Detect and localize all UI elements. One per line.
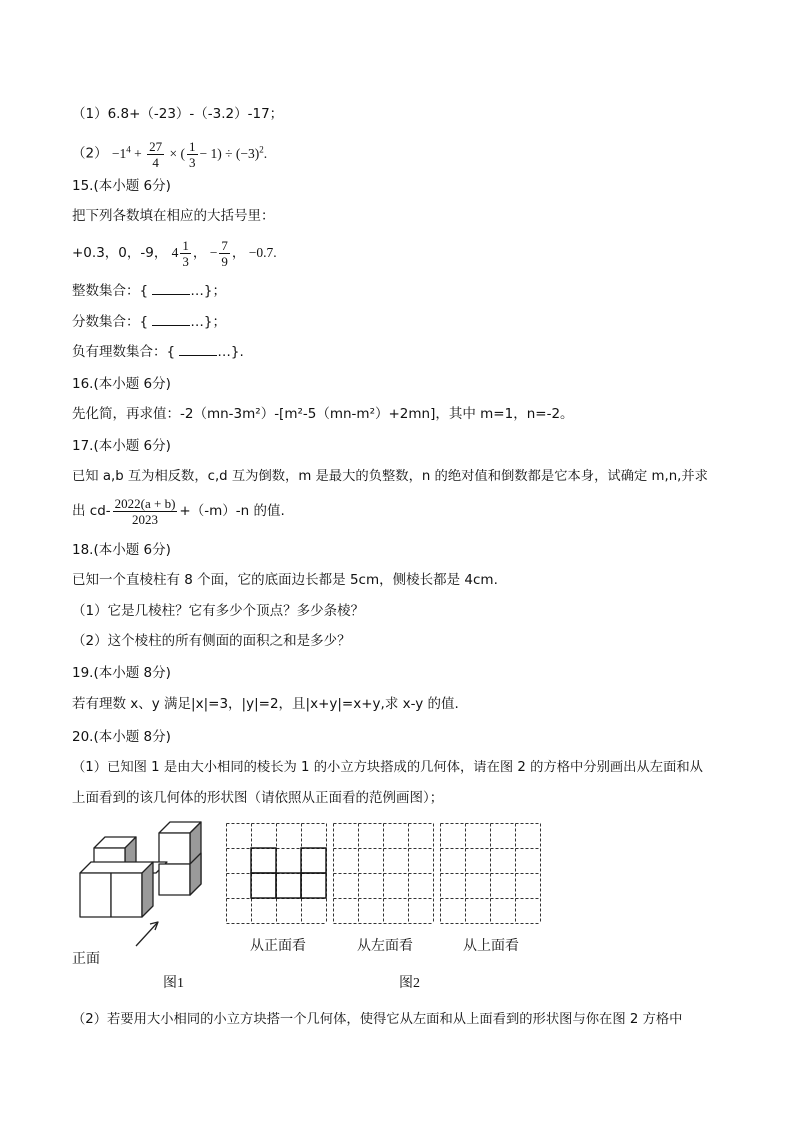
denominator: 2023 <box>132 511 159 527</box>
cube-front-face <box>159 864 190 895</box>
q14-part1 <box>72 104 283 124</box>
q17-line1: 已知 a,b 互为相反数，c,d 互为倒数，m 是最大的负整数，n 的绝对值和倒数都是它本身，试确定 m,n,并求 <box>72 469 708 484</box>
numerator: 1 <box>182 237 189 253</box>
text: +（-m）-n 的值. <box>179 503 285 519</box>
number-list: ， −0.7. <box>231 245 277 260</box>
answer-blank[interactable] <box>152 313 190 326</box>
figure1-cubes <box>70 820 220 960</box>
q19-text: 若有理数 x、y 满足|x|=3，|y|=2，且|x+y|=x+y,求 x-y 的值. <box>72 696 459 712</box>
denominator: 3 <box>182 253 189 269</box>
numerator: 7 <box>221 237 228 253</box>
mixed-number-whole: 4 <box>171 245 179 260</box>
fraction <box>147 139 164 170</box>
q20-sub2-line1: （2）若要用大小相同的小立方块搭一个几何体，使得它从左面和从上面看到的形状图与你在图 2 方格中 <box>72 1012 683 1027</box>
dashed-grid[interactable] <box>441 824 541 924</box>
q17-header: 17.(本小题 6分) <box>72 438 171 454</box>
set-fraction <box>72 312 226 332</box>
denominator: 3 <box>189 154 196 170</box>
term: − 1) ÷ (−3) <box>199 145 260 161</box>
numerator: 2022(a + b) <box>114 495 176 511</box>
figure2-caption: 图2 <box>399 976 420 991</box>
part-label: （1） <box>72 106 108 122</box>
grid-label-left: 从左面看 <box>357 939 413 954</box>
fraction <box>180 238 191 269</box>
view-square <box>251 873 276 898</box>
set-negative-rational <box>72 342 244 362</box>
set-label: 整数集合：{ <box>72 283 149 299</box>
answer-blank[interactable] <box>179 343 217 356</box>
number-list: ， − <box>192 245 218 260</box>
numerator: 1 <box>189 138 196 154</box>
figure1-caption: 图1 <box>163 976 184 991</box>
q18-sub2: （2）这个棱柱的所有侧面的面积之和是多少？ <box>72 633 351 649</box>
q15-numbers <box>72 237 277 269</box>
q16-text: 先化简，再求值：-2（mn-3m²）-[m²-5（mn-m²）+2mn]，其中 m=1，n=-2。 <box>72 406 574 422</box>
q20-sub1-line1: （1）已知图 1 是由大小相同的棱长为 1 的小立方块搭成的几何体，请在图 2 的方格中分别画出从左面和从 <box>72 760 703 775</box>
exponent: 2 <box>259 144 264 154</box>
text: 出 cd- <box>72 503 111 519</box>
q14-part2 <box>72 134 268 170</box>
q16-header: 16.(本小题 6分) <box>72 376 171 392</box>
term: −1 <box>111 145 127 161</box>
set-label: 分数集合：{ <box>72 314 149 330</box>
part-label: （2） <box>72 145 108 162</box>
set-end: …}； <box>190 283 226 299</box>
set-end: …}； <box>190 314 226 330</box>
front-view-shape <box>251 848 326 898</box>
fraction <box>219 238 230 269</box>
view-square <box>301 848 326 873</box>
view-arrow <box>136 922 158 946</box>
view-square <box>301 873 326 898</box>
expression <box>111 138 268 170</box>
q17-line2 <box>72 495 285 527</box>
expression: 6.8+（-23）-（-3.2）-17； <box>107 106 284 122</box>
exponent: 4 <box>126 144 131 154</box>
fraction <box>113 496 178 527</box>
figure2-grids <box>226 823 546 925</box>
operator: + <box>134 145 142 161</box>
q18-sub1: （1）它是几棱柱？它有多少个顶点？多少条棱？ <box>72 603 365 619</box>
q15-header: 15.(本小题 6分) <box>72 178 171 194</box>
view-square <box>251 848 276 873</box>
grid-label-front: 从正面看 <box>250 939 306 954</box>
cube-front-face <box>159 833 190 864</box>
answer-blank[interactable] <box>152 282 190 295</box>
cube-top-face <box>80 862 167 873</box>
punctuation: . <box>263 145 268 161</box>
cube-front-face <box>80 873 111 917</box>
q18-header: 18.(本小题 6分) <box>72 542 171 558</box>
q18-text: 已知一个直棱柱有 8 个面，它的底面边长都是 5cm，侧棱长都是 4cm. <box>72 572 498 588</box>
grid-label-top: 从上面看 <box>463 939 519 954</box>
cube-front-face <box>111 873 142 917</box>
q19-header: 19.(本小题 8分) <box>72 665 171 681</box>
fraction <box>187 139 198 170</box>
set-end: …}. <box>217 344 244 360</box>
set-integer <box>72 281 226 301</box>
view-square <box>276 873 301 898</box>
q20-header: 20.(本小题 8分) <box>72 729 171 745</box>
number-list: +0.3，0，-9， <box>72 245 168 261</box>
operator: × ( <box>169 145 185 161</box>
dashed-grid[interactable] <box>334 824 434 924</box>
numerator: 27 <box>149 138 163 154</box>
front-label: 正面 <box>72 952 100 967</box>
set-label: 负有理数集合：{ <box>72 344 176 360</box>
denominator: 9 <box>221 253 228 269</box>
q15-instruction: 把下列各数填在相应的大括号里： <box>72 208 275 224</box>
q20-sub1-line2: 上面看到的该几何体的形状图（请依照从正面看的范例画图）； <box>72 790 444 806</box>
denominator: 4 <box>152 154 159 170</box>
